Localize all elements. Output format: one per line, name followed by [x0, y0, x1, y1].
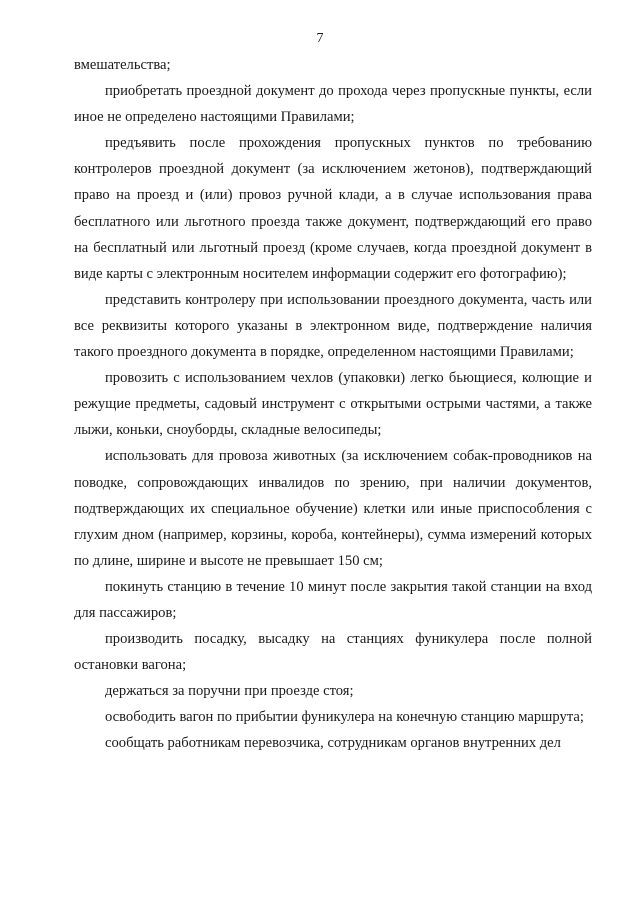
paragraph: предъявить после прохождения пропускных пунктов по требованию контролеров проездной документ (за исключением жетонов), подтверждающий право на проезд и (или) провоз ручной клади, а в случае использования права бесплатного или льготного проезда также документ, подтверждающий его право на бесплатный или льготный проезд (кроме случаев, когда проездной документ в виде карты с электронным носителем информации содержит его фотографию);	[74, 135, 592, 282]
paragraph: покинуть станцию в течение 10 минут после закрытия такой станции на вход для пассажиров;	[74, 578, 592, 621]
page-number: 7	[316, 31, 324, 46]
paragraph: представить контролеру при использовании проездного документа, часть или все реквизиты которого указаны в электронном виде, подтверждение наличия такого проездного документа в порядке, определенном настоящими Правилами;	[74, 291, 592, 361]
paragraph: держаться за поручни при проезде стоя;	[105, 683, 354, 700]
paragraph: производить посадку, высадку на станциях фуникулера после полной остановки вагона;	[74, 631, 592, 674]
paragraph: освободить вагон по прибытии фуникулера на конечную станцию маршрута;	[105, 709, 584, 726]
paragraph: приобретать проездной документ до прохода через пропускные пункты, если иное не определено настоящими Правилами;	[74, 83, 592, 126]
paragraph: использовать для провоза животных (за исключением собак-проводников на поводке, сопровождающих инвалидов по зрению, при наличии документов, подтверждающих их специальное обучение) клетки или иные приспособления с глухим дном (например, корзины, короба, контейнеры), сумма измерений которых по длине, ширине и высоте не превышает 150 см;	[74, 448, 592, 569]
paragraph-fragment: вмешательства;	[74, 57, 171, 73]
paragraph: сообщать работникам перевозчика, сотрудникам органов внутренних дел	[105, 735, 561, 752]
paragraph: провозить с использованием чехлов (упаковки) легко бьющиеся, колющие и режущие предметы, садовый инструмент с открытыми острыми частями, а также лыжи, коньки, сноуборды, складные велосипеды;	[74, 370, 592, 439]
document-body	[74, 52, 592, 757]
